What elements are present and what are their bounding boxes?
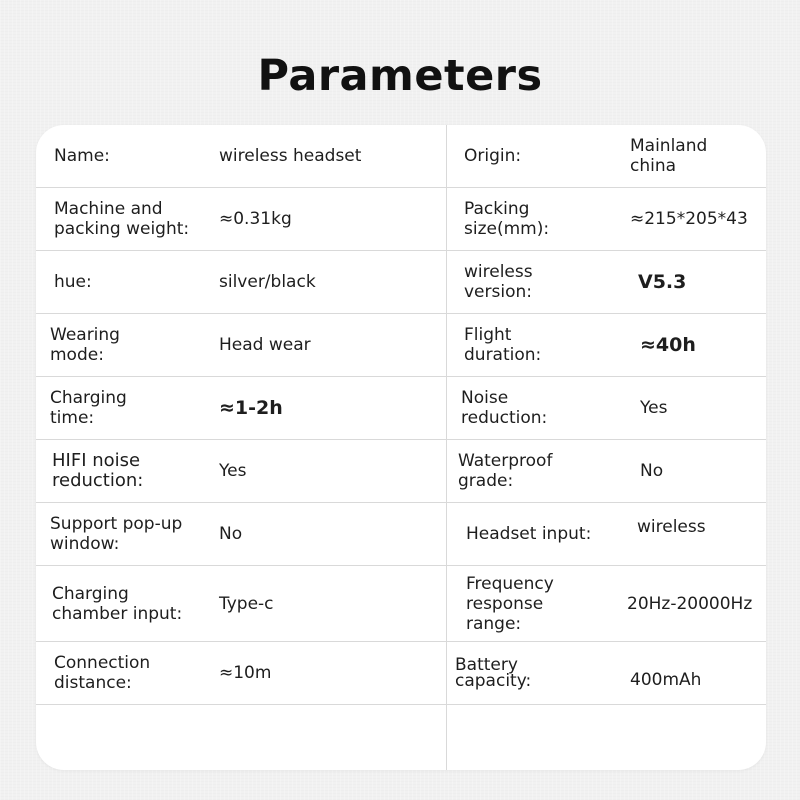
page-title: Parameters — [257, 51, 543, 101]
param-label: Packing size(mm): — [464, 199, 550, 239]
param-value: ≈0.31kg — [219, 209, 292, 229]
param-value: ≈1-2h — [219, 397, 283, 419]
param-label: wireless version: — [464, 262, 533, 302]
table-row — [36, 566, 766, 642]
param-label: HIFI noise reduction: — [52, 450, 144, 491]
param-label: Connection distance: — [54, 653, 151, 693]
param-label: Charging chamber input: — [52, 583, 183, 624]
param-value: ≈40h — [640, 334, 696, 356]
param-value: Head wear — [219, 335, 311, 355]
param-label: Name: — [54, 146, 110, 166]
param-value: 20Hz-20000Hz — [627, 593, 753, 614]
table-row — [36, 440, 766, 503]
param-value: Yes — [219, 461, 247, 481]
table-row — [36, 251, 766, 314]
param-label: Noise reduction: — [461, 388, 548, 428]
param-value: wireless — [637, 517, 706, 537]
param-label: Machine and packing weight: — [54, 199, 190, 239]
param-value: No — [219, 524, 243, 544]
param-label: Support pop-up window: — [50, 514, 183, 554]
parameters-table — [36, 125, 766, 770]
param-value: Yes — [640, 398, 668, 418]
param-label: Wearing mode: — [50, 325, 120, 365]
param-label: Frequency response range: — [466, 573, 554, 634]
param-label: Flight duration: — [464, 325, 542, 365]
param-label: Charging time: — [50, 388, 127, 428]
table-row — [36, 642, 766, 705]
param-label: Battery capacity: — [455, 655, 532, 691]
param-value: wireless headset — [219, 146, 362, 166]
param-value: ≈215*205*43 — [630, 209, 748, 229]
table-row — [36, 377, 766, 440]
param-label: Waterproof grade: — [458, 451, 553, 491]
param-value: V5.3 — [638, 271, 687, 293]
param-label: Headset input: — [466, 524, 592, 544]
param-value: ≈10m — [219, 663, 272, 683]
param-label: hue: — [54, 272, 92, 292]
table-row — [36, 503, 766, 566]
param-value: No — [640, 461, 664, 481]
param-value: Type-c — [219, 593, 274, 614]
table-row — [36, 188, 766, 251]
param-label: Origin: — [464, 146, 522, 166]
param-value: silver/black — [219, 272, 316, 292]
table-row — [36, 314, 766, 377]
table-row — [36, 125, 766, 188]
param-value: 400mAh — [630, 670, 702, 690]
param-value: Mainland china — [630, 136, 708, 176]
